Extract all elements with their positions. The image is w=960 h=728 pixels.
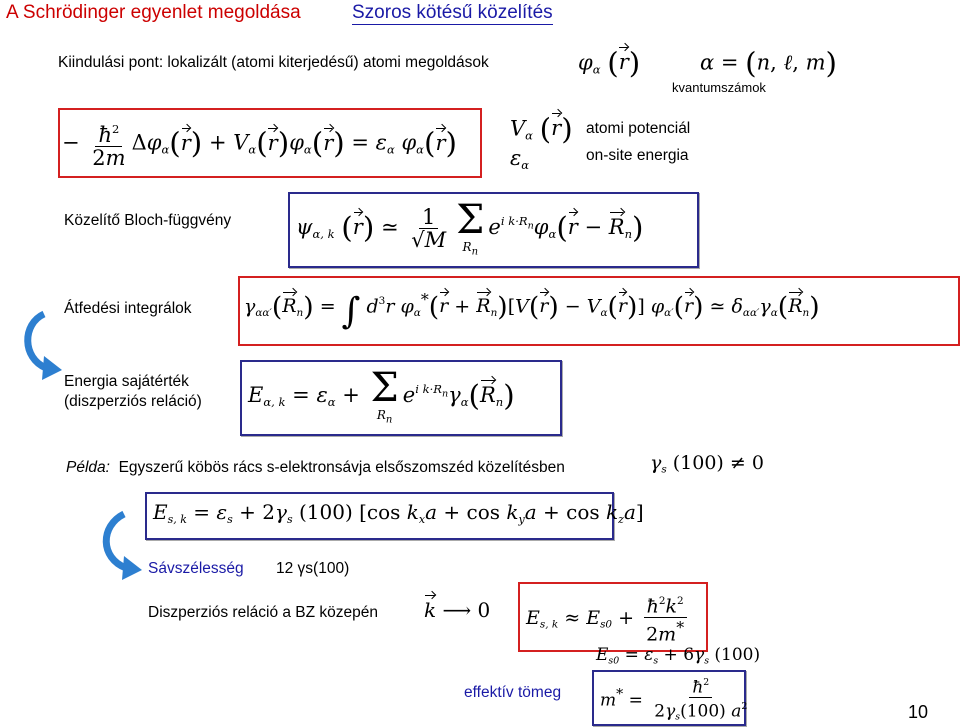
band-bottom-formula: $E_{s0} = \varepsilon_s + 6\gamma_s$ (100) — [596, 645, 761, 667]
k-to-zero-formula: k ⟶ 0 — [424, 598, 491, 622]
overlap-label: Átfedési integrálok — [64, 300, 192, 317]
bandwidth-value: 12 γs(100) — [276, 560, 350, 577]
effective-mass-formula: m* = $\frac{ħ^2}{2\gamma_s(100) a^2}$ — [600, 674, 753, 728]
effective-mass-label: effektív tömeg — [464, 684, 562, 701]
page-number: 10 — [907, 702, 928, 722]
onsite-symbol: $\varepsilon_\alpha$ — [510, 146, 530, 173]
bloch-function-formula: $\psi_{\alpha, k}$ (r) ≃ $\frac{1}{√M}$ Σ $R_n$ $e^{i k\cdot R_n}\varphi_\alpha(r - R_n)$ — [296, 197, 644, 258]
sc-band-box — [145, 492, 644, 540]
eigen-label-line1: Energia sajátérték — [64, 373, 189, 390]
slide-title: A Schrödinger egyenlet megoldása — [6, 2, 301, 23]
dispersion-relation-formula: $E_{\alpha, k} = \varepsilon_\alpha$ + Σ $R_n$ $e^{i k\cdot R_n}\gamma_\alpha(R_n)$ — [248, 365, 515, 426]
example-text: Egyszerű köbös rács s-elektronsávja elsőszomszéd közelítésben — [118, 459, 565, 476]
eigen-label-line2: (diszperziós reláció) — [64, 393, 202, 410]
curved-arrow-icon — [96, 510, 146, 582]
bandwidth-label: Sávszélesség — [148, 560, 244, 577]
bz-center-label: Diszperziós reláció a BZ közepén — [148, 604, 379, 621]
onsite-energy-label: on-site energia — [586, 147, 689, 164]
example-italic: Példa: — [66, 459, 110, 476]
slide-subtitle: Szoros kötésű közelítés — [352, 2, 553, 23]
example-line — [66, 459, 565, 477]
gamma-nonzero-formula: $\gamma_s$ (100) ≠ 0 — [650, 452, 764, 476]
effective-mass-box — [592, 670, 746, 726]
bloch-box — [288, 192, 699, 268]
overlap-box — [238, 276, 960, 346]
curved-arrow-icon — [20, 310, 64, 382]
intro-text: Kiindulási pont: lokalizált (atomi kiterjedésű) atomi megoldások — [58, 54, 489, 71]
parabolic-dispersion-formula: $E_{s, k} \approx E_{s0}$ + $\frac{ħ^2k^2}{2m^*}$ — [526, 592, 690, 646]
sc-band-formula: $E_{s, k} = \varepsilon_s + 2\gamma_s$ (100) [cos $k_xa + \cos k_ya + \cos k_za$] — [153, 500, 644, 526]
atomic-equation-box — [58, 108, 482, 178]
quantum-numbers-formula: α = (n, ℓ, m) — [700, 46, 837, 80]
quantum-numbers-label: kvantumszámok — [672, 80, 766, 95]
atomic-schrodinger-equation: − $\frac{ħ^2}{2m}$ $\Delta\varphi_\alpha(r) + V_\alpha(r)\varphi_\alpha(r) = \varepsilon_\alpha$ $\varphi_\alpha(r)$ — [62, 118, 457, 170]
overlap-integral-formula: $\gamma_{\alpha\alpha'}(R_n)$ = ∫ $d^3r$ $\varphi_\alpha^*(r + R_n)[V(r) - V_\alpha(r)]$ $\varphi_{\alpha'}(r)$ ≃ $\delta_{\alpha\alpha'}\gamma_\alpha(R_n)$ — [244, 290, 820, 333]
atomic-orbital-formula: $\varphi_\alpha$ (r) — [578, 46, 641, 80]
potential-symbol: $V_\alpha$ (r) — [510, 112, 573, 146]
atomic-potential-label: atomi potenciál — [586, 120, 691, 137]
eigen-box — [240, 360, 562, 436]
bz-formula-box — [518, 582, 708, 652]
bloch-label: Közelítő Bloch-függvény — [64, 212, 232, 229]
